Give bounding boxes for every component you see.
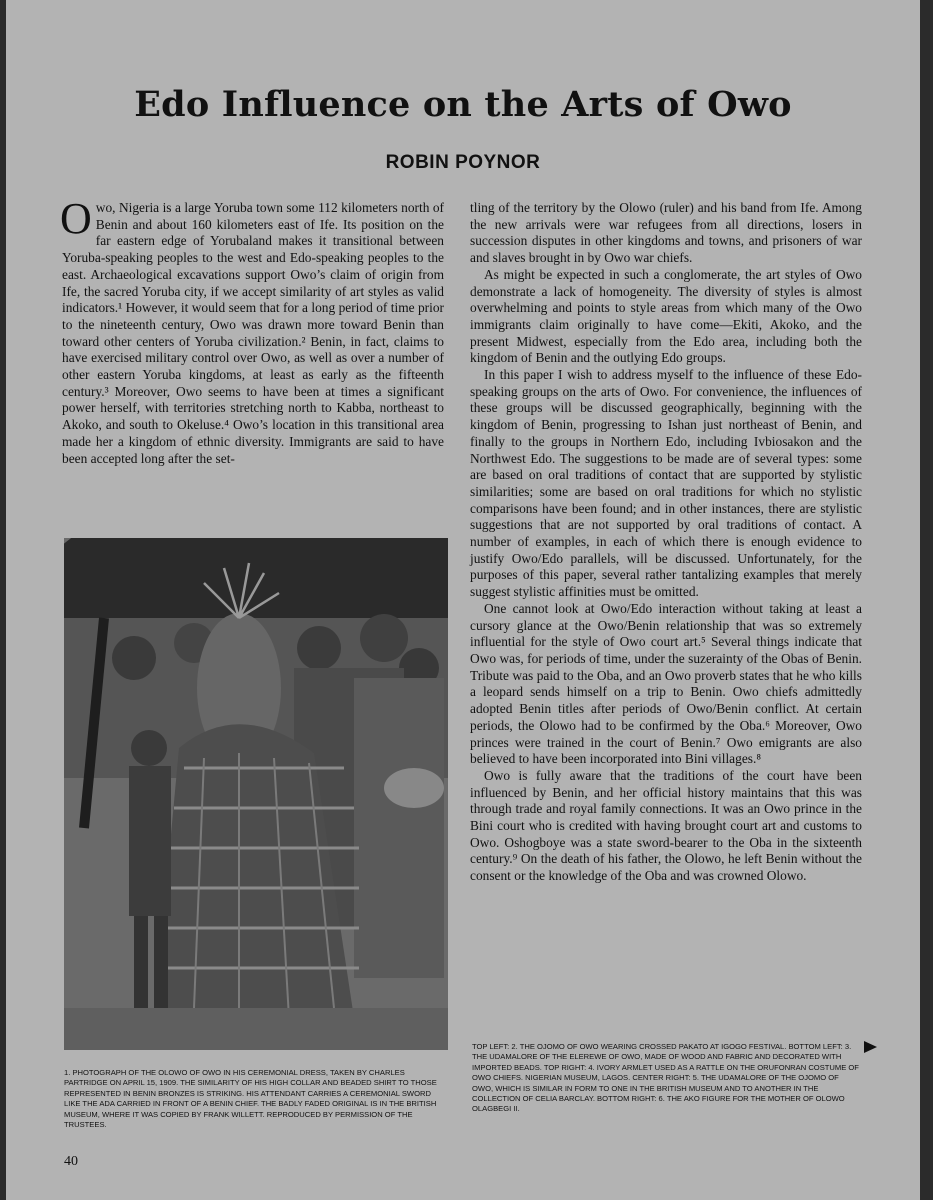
continue-arrow-icon [864,1041,877,1053]
left-text-column [60,194,444,467]
page-number: 40 [64,1154,78,1169]
photograph-illustration [64,538,448,1050]
article-title: Edo Influence on the Arts of Owo [134,84,792,125]
drop-cap: O [60,194,92,243]
body-paragraph: tling of the territory by the Olowo (ruler) and his band from Ife. Among the new arrivals were war refugees from all directions, losers in succession disputes in other kingdoms and towns, and prisoners of war and slaves brought in by Owo war chiefs. [470,200,862,266]
ceremonial-dress-photograph [64,538,448,1050]
figure-captions: TOP LEFT: 2. THE OJOMO OF OWO WEARING CROSSED PAKATO AT IGOGO FESTIVAL. BOTTOM LEFT: 3. THE UDAMALORE OF THE ELEREWE OF OWO, MADE OF WOOD AND FABRIC AND DECORATED WITH IMPORTED BEADS. TOP RIGHT: 4. IVORY ARMLET USED AS A RATTLE ON THE ORUFONRAN COSTUME OF OWO CHIEFS. NIGERIAN MUSEUM, LAGOS. CENTER RIGHT: 5. THE UDAMALORE OF THE OJOMO OF OWO, WHICH IS SIMILAR IN FORM TO ONE IN THE BRITISH MUSEUM AND TO ANOTHER IN THE COLLECTION OF CELIA BARCLAY. BOTTOM RIGHT: 6. THE AKO FIGURE FOR THE MOTHER OF OLOWO OLAGBEGI II. [472,1042,859,1114]
paragraph-text: wo, Nigeria is a large Yoruba town some 112 kilometers north of Benin and about 160 kilometers east of Ife. Its position on the far eastern edge of Yorubaland makes it transitional between Yoruba-speaking peoples to the west and Edo-speaking peoples to the east. Archaeological excavations support Owo’s claim of origin from Ife, the sacred Yoruba city, if we accept similarity of art styles as valid indicators.¹ However, it would seem that for a long period of time prior to the nineteenth century, Owo was drawn more toward Benin than toward other centers of Yoruba civilization.² Benin, in fact, claims to have exercised military control over Owo, as well as over a number of other eastern Yoruba kingdoms, at least as early as the fifteenth century.³ Moreover, Owo seems to have been at times a significant power herself, with territories stretching north to Kabba, northeast to Akoko, and south to Okeluse.⁴ Owo’s location in this transitional area made her a kingdom of ethnic diversity. Immigrants are said to have been accepted long after the set- [62,200,444,466]
document-page [6,0,920,1200]
body-paragraph: One cannot look at Owo/Edo interaction without taking at least a cursory glance at the Owo/Benin relationship that was so extremely influential for the style of Owo court art.⁵ Several things indicate that Owo was, for periods of time, under the suzerainty of the Obas of Benin. Tribute was paid to the Oba, and an Owo proverb states that he who kills a leopard sends himself on a trip to Benin. Owo chiefs admittedly adopted Benin titles after periods of Owo/Benin conflict. At certain periods, the Olowo had to be confirmed by the Oba.⁶ Moreover, Owo princes were trained in the court of Benin.⁷ Owo emigrants are also believed to have been incorporated into Bini villages.⁸ [470,600,862,767]
right-text-column [470,200,862,885]
body-paragraph: Owo is fully aware that the traditions of the court have been influenced by Benin, and her official history maintains that this was through trade and royal family connections. It was an Owo prince in the Bini court who is credited with having brought court art and customs to Owo. Oshogboye was a state sword-bearer to the Oba in the sixteenth century.⁹ On the death of his father, the Olowo, he left Benin without the consent or the knowledge of the Oba and was crowned Olowo. [470,767,862,884]
body-paragraph: As might be expected in such a conglomerate, the art styles of Owo demonstrate a lack of homogeneity. The diversity of styles is almost overwhelming and points to style areas from which many of the Owo immigrants claim originally to have come—Ekiti, Akoko, and the present Midwest, especially from the Edo area, including both the kingdom of Benin and the outlying Edo groups. [470,266,862,366]
body-paragraph: In this paper I wish to address myself to the influence of these Edo-speaking groups on the arts of Owo. For convenience, the influences of these groups will be discussed geographically, beginning with the kingdom of Benin, progressing to Ishan just northeast of Benin, and finally to the groups in Northern Edo, including Ivbiosakon and the Northwest Edo. The suggestions to be made are of several types: some are based on oral traditions of contact that are supported by stylistic similarities; some are based on oral traditions for which no stylistic comparisons have been found; and in other instances, there are stylistic suggestions that are not supported by oral traditions of contact. A number of examples, in each of which there is enough evidence to justify Owo/Edo parallels, will be discussed. Unfortunately, for the purposes of this paper, several rather tantalizing examples that merely suggest stylistic affinities must be omitted. [470,367,862,600]
photo-caption: 1. PHOTOGRAPH OF THE OLOWO OF OWO IN HIS CEREMONIAL DRESS, TAKEN BY CHARLES PARTRIDGE ON APRIL 15, 1909. THE SIMILARITY OF HIS HIGH COLLAR AND BEADED SHIRT TO THOSE REPRESENTED IN BENIN BRONZES IS STRIKING. HIS ATTENDANT CARRIES A CEREMONIAL SWORD LIKE THE ADA CARRIED IN FRONT OF A BENIN CHIEF. THE BADLY FADED ORIGINAL IS IN THE BRITISH MUSEUM, WHERE IT WAS COPIED BY FRANK WILLETT. REPRODUCED BY PERMISSION OF THE TRUSTEES. [64,1068,437,1130]
body-paragraph [60,194,444,467]
article-author: ROBIN POYNOR [385,152,541,173]
